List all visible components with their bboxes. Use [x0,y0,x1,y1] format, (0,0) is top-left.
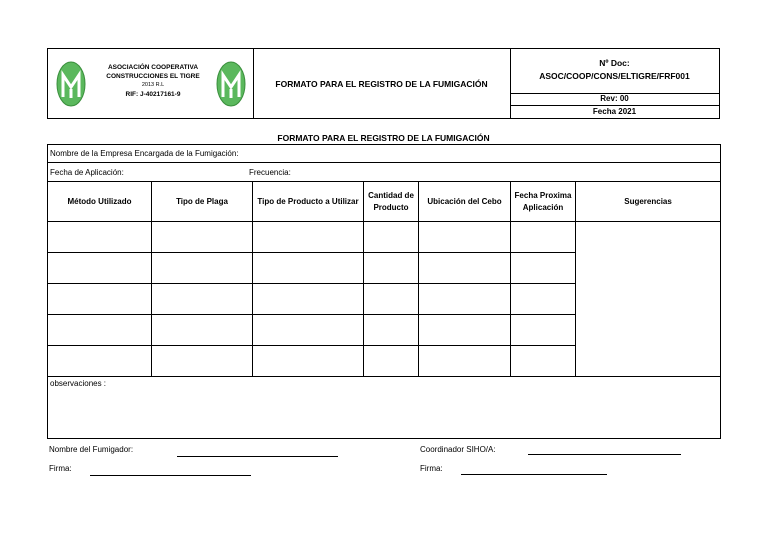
doc-number-label: Nº Doc: [599,58,630,68]
doc-code: ASOC/COOP/CONS/ELTIGRE/FRF001 [539,71,690,81]
table-cell[interactable] [511,315,576,346]
document-info [510,49,719,118]
signature-right-label: Firma: [420,464,443,473]
fumigator-name-line[interactable] [177,456,338,457]
document-header [47,48,720,119]
col-product-type: Tipo de Producto a Utilizar [253,182,364,222]
table-cell[interactable] [48,222,152,253]
table-cell[interactable] [152,346,253,377]
table-cell[interactable] [253,346,364,377]
table-cell[interactable] [152,284,253,315]
table-cell[interactable] [419,346,511,377]
application-date-label: Fecha de Aplicación: [50,167,124,177]
organization-name [100,63,206,99]
left-tree-logo-icon [56,61,86,107]
document-date: Fecha 2021 [592,107,637,116]
date-frequency-row [48,163,721,182]
fumigation-table [47,144,721,439]
table-cell[interactable] [511,253,576,284]
table-row [48,222,721,253]
col-pest-type: Tipo de Plaga [152,182,253,222]
revision: Rev: 00 [510,93,719,106]
table-cell[interactable] [253,222,364,253]
company-label: Nombre de la Empresa Encargada de la Fumigación: [50,149,239,158]
observations-row [48,377,721,439]
date-frequency-field[interactable] [48,163,721,182]
table-cell[interactable] [419,284,511,315]
header-form-title: FORMATO PARA EL REGISTRO DE LA FUMIGACIÓN [253,49,511,118]
signature-left-label: Firma: [49,464,72,473]
fumigator-label: Nombre del Fumigador: [49,445,134,454]
company-field[interactable] [48,145,721,163]
doc-number-box [510,49,719,94]
table-cell[interactable] [48,284,152,315]
table-cell[interactable] [511,346,576,377]
signature-right-line[interactable] [461,474,607,475]
table-cell[interactable] [419,253,511,284]
coordinator-name-line[interactable] [528,454,681,455]
column-header-row [48,182,721,222]
table-cell[interactable] [364,346,419,377]
observations-label: observaciones : [50,379,107,388]
form-title: FORMATO PARA EL REGISTRO DE LA FUMIGACIÓN [277,133,490,143]
table-cell[interactable] [511,284,576,315]
signature-left-line[interactable] [90,475,251,476]
suggestions-cell[interactable] [576,222,721,377]
org-line-1: ASOCIACIÓN COOPERATIVA [107,64,199,71]
observations-field[interactable] [48,377,721,439]
org-rif: RIF: J-40217161-9 [125,91,181,98]
table-cell[interactable] [419,222,511,253]
table-cell[interactable] [48,346,152,377]
table-cell[interactable] [364,284,419,315]
frequency-label: Frecuencia: [249,168,291,177]
table-cell[interactable] [152,222,253,253]
table-cell[interactable] [511,222,576,253]
col-next-application: Fecha Proxima Aplicación [511,182,576,222]
table-cell[interactable] [364,315,419,346]
table-cell[interactable] [419,315,511,346]
company-row [48,145,721,163]
col-method: Método Utilizado [48,182,152,222]
org-line-2: CONSTRUCCIONES EL TIGRE [106,73,200,80]
table-cell[interactable] [253,253,364,284]
table-cell[interactable] [48,315,152,346]
coordinator-label: Coordinador SIHO/A: [420,445,496,454]
table-cell[interactable] [48,253,152,284]
table-cell[interactable] [364,253,419,284]
logo-cell [48,49,254,118]
table-cell[interactable] [152,253,253,284]
table-cell[interactable] [253,315,364,346]
right-tree-logo-icon [216,61,246,107]
col-product-quantity: Cantidad de Producto [364,182,419,222]
col-suggestions: Sugerencias [576,182,721,222]
table-cell[interactable] [364,222,419,253]
table-cell[interactable] [152,315,253,346]
org-line-3: 2013 R.L [141,82,165,88]
table-cell[interactable] [253,284,364,315]
col-bait-location: Ubicación del Cebo [419,182,511,222]
